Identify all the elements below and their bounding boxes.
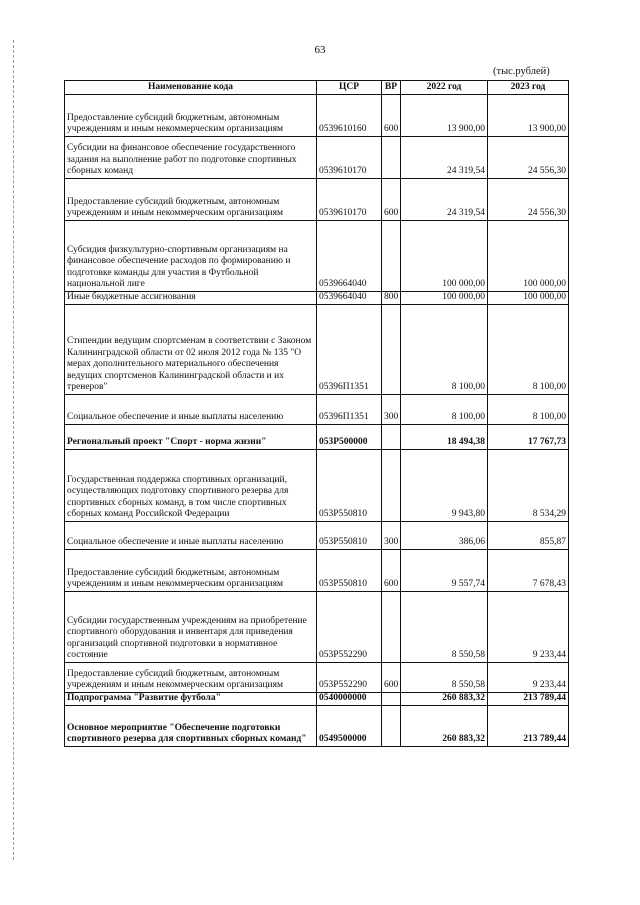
row-2022-cell: 8 550,58: [401, 592, 488, 663]
row-csr-cell: 0539610170: [317, 179, 382, 221]
row-2022-cell: 9 943,80: [401, 450, 488, 522]
row-2023-cell: 213 789,44: [488, 693, 569, 706]
row-2023-cell: 855,87: [488, 522, 569, 550]
row-vr-cell: 300: [382, 522, 401, 550]
row-2023-cell: 100 000,00: [488, 221, 569, 292]
row-2023-cell: 8 100,00: [488, 395, 569, 425]
row-csr-cell: 0540000000: [317, 693, 382, 706]
table-row: [65, 137, 569, 179]
row-2022-cell: 24 319,54: [401, 179, 488, 221]
row-vr-cell: 800: [382, 292, 401, 305]
unit-note: (тыс.рублей): [493, 66, 550, 77]
table-row: [65, 95, 569, 137]
table-row: [65, 522, 569, 550]
row-name-cell: Субсидия физкультурно-спортивным организациям на финансовое обеспечение расходов по формированию и подготовке команды для участия в Футбольной национальной лиге: [65, 221, 317, 292]
table-row: [65, 221, 569, 292]
row-csr-cell: 053P552290: [317, 592, 382, 663]
row-name-cell: Государственная поддержка спортивных организаций, осуществляющих подготовку спортивного резерва для спортивных сборных команд, в том числе спортивных сборных команд Российской Федерации: [65, 450, 317, 522]
row-2023-cell: 9 233,44: [488, 592, 569, 663]
row-name-cell: Подпрограмма "Развитие футбола": [65, 693, 317, 706]
row-vr-cell: [382, 450, 401, 522]
row-2023-cell: 213 789,44: [488, 706, 569, 747]
row-csr-cell: 053P552290: [317, 663, 382, 693]
row-csr-cell: 0539664040: [317, 221, 382, 292]
header-name: Наименование кода: [65, 81, 317, 95]
row-2022-cell: 8 100,00: [401, 395, 488, 425]
row-2022-cell: 24 319,54: [401, 137, 488, 179]
row-2023-cell: 8 534,29: [488, 450, 569, 522]
row-2023-cell: 9 233,44: [488, 663, 569, 693]
table-row: [65, 663, 569, 693]
row-name-cell: Предоставление субсидий бюджетным, автономным учреждениям и иным некоммерческим организациям: [65, 550, 317, 592]
row-name-cell: Субсидии государственным учреждениям на приобретение спортивного оборудования и инвентаря для приведения организаций спортивной подготовки в нормативное состояние: [65, 592, 317, 663]
row-2022-cell: 13 900,00: [401, 95, 488, 137]
row-vr-cell: 600: [382, 550, 401, 592]
row-csr-cell: 0549500000: [317, 706, 382, 747]
row-2022-cell: 100 000,00: [401, 292, 488, 305]
table-row: [65, 550, 569, 592]
row-name-cell: Предоставление субсидий бюджетным, автономным учреждениям и иным некоммерческим организациям: [65, 95, 317, 137]
row-2023-cell: 17 767,73: [488, 425, 569, 450]
row-2022-cell: 9 557,74: [401, 550, 488, 592]
header-2023: 2023 год: [488, 81, 569, 95]
row-2023-cell: 13 900,00: [488, 95, 569, 137]
row-vr-cell: [382, 693, 401, 706]
row-2023-cell: 24 556,30: [488, 137, 569, 179]
row-2023-cell: 100 000,00: [488, 292, 569, 305]
row-vr-cell: [382, 706, 401, 747]
header-vr: ВР: [382, 81, 401, 95]
row-name-cell: Социальное обеспечение и иные выплаты населению: [65, 522, 317, 550]
row-2022-cell: 18 494,38: [401, 425, 488, 450]
table-row: [65, 395, 569, 425]
row-name-cell: Иные бюджетные ассигнования: [65, 292, 317, 305]
row-name-cell: Предоставление субсидий бюджетным, автономным учреждениям и иным некоммерческим организациям: [65, 663, 317, 693]
row-csr-cell: 05396П1351: [317, 395, 382, 425]
row-2022-cell: 8 550,58: [401, 663, 488, 693]
row-csr-cell: 05396П1351: [317, 305, 382, 395]
row-csr-cell: 0539664040: [317, 292, 382, 305]
row-vr-cell: [382, 592, 401, 663]
row-name-cell: Стипендии ведущим спортсменам в соответствии с Законом Калининградской области от 02 июля 2012 года № 135 "О мерах дополнительного материального обеспечения ведущих спортсменов Калининградской области и их тренеров": [65, 305, 317, 395]
row-csr-cell: 053P550810: [317, 550, 382, 592]
row-2022-cell: 100 000,00: [401, 221, 488, 292]
row-csr-cell: 0539610160: [317, 95, 382, 137]
row-vr-cell: [382, 425, 401, 450]
row-csr-cell: 0539610170: [317, 137, 382, 179]
budget-table: [64, 80, 569, 747]
row-csr-cell: 053P550810: [317, 450, 382, 522]
page-number: 63: [314, 44, 326, 56]
table-row: [65, 305, 569, 395]
table-body: [65, 95, 569, 747]
row-name-cell: Социальное обеспечение и иные выплаты населению: [65, 395, 317, 425]
row-csr-cell: 053P550810: [317, 522, 382, 550]
table-row: [65, 425, 569, 450]
header-2022: 2022 год: [401, 81, 488, 95]
table-header-row: [65, 81, 569, 95]
row-2023-cell: 24 556,30: [488, 179, 569, 221]
scan-edge-marks: [13, 40, 16, 860]
row-name-cell: Региональный проект "Спорт - норма жизни": [65, 425, 317, 450]
row-vr-cell: 600: [382, 95, 401, 137]
row-vr-cell: [382, 305, 401, 395]
table-row: [65, 693, 569, 706]
row-csr-cell: 053P500000: [317, 425, 382, 450]
row-vr-cell: [382, 137, 401, 179]
header-csr: ЦСР: [317, 81, 382, 95]
table-row: [65, 592, 569, 663]
row-name-cell: Предоставление субсидий бюджетным, автономным учреждениям и иным некоммерческим организациям: [65, 179, 317, 221]
row-2022-cell: 260 883,32: [401, 706, 488, 747]
row-2022-cell: 8 100,00: [401, 305, 488, 395]
row-vr-cell: 300: [382, 395, 401, 425]
row-name-cell: Основное мероприятие "Обеспечение подготовки спортивного резерва для спортивных сборных команд": [65, 706, 317, 747]
row-2022-cell: 260 883,32: [401, 693, 488, 706]
row-2023-cell: 8 100,00: [488, 305, 569, 395]
row-vr-cell: [382, 221, 401, 292]
row-2022-cell: 386,06: [401, 522, 488, 550]
table-row: [65, 706, 569, 747]
row-name-cell: Субсидии на финансовое обеспечение государственного задания на выполнение работ по подготовке спортивных сборных команд: [65, 137, 317, 179]
table-row: [65, 179, 569, 221]
table-row: [65, 292, 569, 305]
row-2023-cell: 7 678,43: [488, 550, 569, 592]
table-row: [65, 450, 569, 522]
row-vr-cell: 600: [382, 179, 401, 221]
row-vr-cell: 600: [382, 663, 401, 693]
